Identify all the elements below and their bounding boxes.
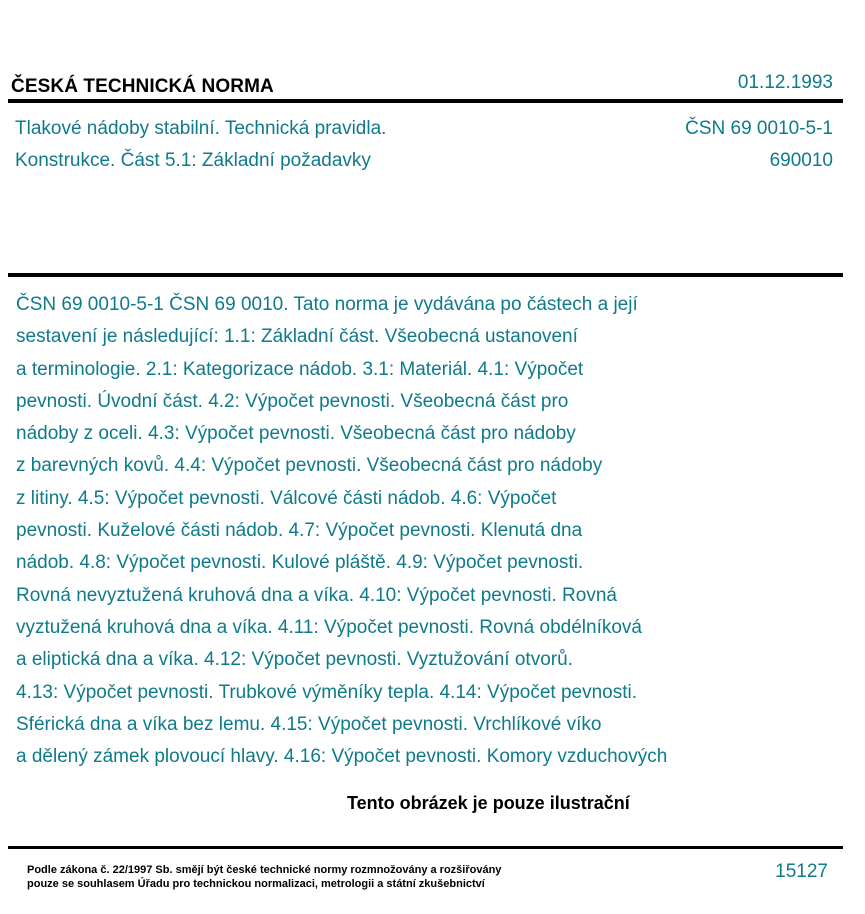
standard-title-line-2: Konstrukce. Část 5.1: Základní požadavky	[15, 150, 371, 171]
document-date: 01.12.1993	[737, 72, 833, 93]
standard-code: ČSN 69 0010-5-1	[685, 118, 833, 139]
section-divider	[8, 273, 843, 277]
document-header-title: ČESKÁ TECHNICKÁ NORMA	[11, 76, 274, 97]
legal-notice	[27, 863, 501, 891]
classification-code: 690010	[769, 150, 833, 171]
legal-notice-line-1: Podle zákona č. 22/1997 Sb. smějí být české technické normy rozmnožovány a rozšiřovány	[27, 864, 502, 876]
standard-description: ČSN 69 0010-5-1 ČSN 69 0010. Tato norma je vydávána po částech a její sestavení je následující: 1.1: Základní část. Všeobecná ustanovení a terminologie. 2.1: Kategorizace nádob. 3.1: Materiál. 4.1: Výpočet pevnosti. Úvodní část. 4.2: Výpočet pevnosti. Všeobecná část pro nádoby z oceli. 4.3: Výpočet pevnosti. Všeobecná část pro nádoby z barevných kovů. 4.4: Výpočet pevnosti. Všeobecná část pro nádoby z litiny. 4.5: Výpočet pevnosti. Válcové části nádob. 4.6: Výpočet pevnosti. Kuželové části nádob. 4.7: Výpočet pevnosti. Klenutá dna nádob. 4.8: Výpočet pevnosti. Kulové pláště. 4.9: Výpočet pevnosti. Rovná nevyztužená kruhová dna a víka. 4.10: Výpočet pevnosti. Rovná vyztužená kruhová dna a víka. 4.11: Výpočet pevnosti. Rovná obdélníková a eliptická dna a víka. 4.12: Výpočet pevnosti. Vyztužování otvorů. 4.13: Výpočet pevnosti. Trubkové výměníky tepla. 4.14: Výpočet pevnosti. Sférická dna a víka bez lemu. 4.15: Výpočet pevnosti. Vrchlíkové víko a dělený zámek plovoucí hlavy. 4.16: Výpočet pevnosti. Komory vzduchových	[16, 294, 668, 768]
legal-notice-line-2: pouze se souhlasem Úřadu pro technickou normalizaci, metrologii a státní zkušebnictví	[27, 878, 485, 890]
standard-title-line-1: Tlakové nádoby stabilní. Technická pravidla.	[15, 118, 387, 139]
footer-divider	[8, 846, 843, 849]
header-divider	[8, 99, 843, 103]
page-number: 15127	[775, 861, 828, 882]
illustration-note: Tento obrázek je pouze ilustrační	[347, 793, 630, 813]
